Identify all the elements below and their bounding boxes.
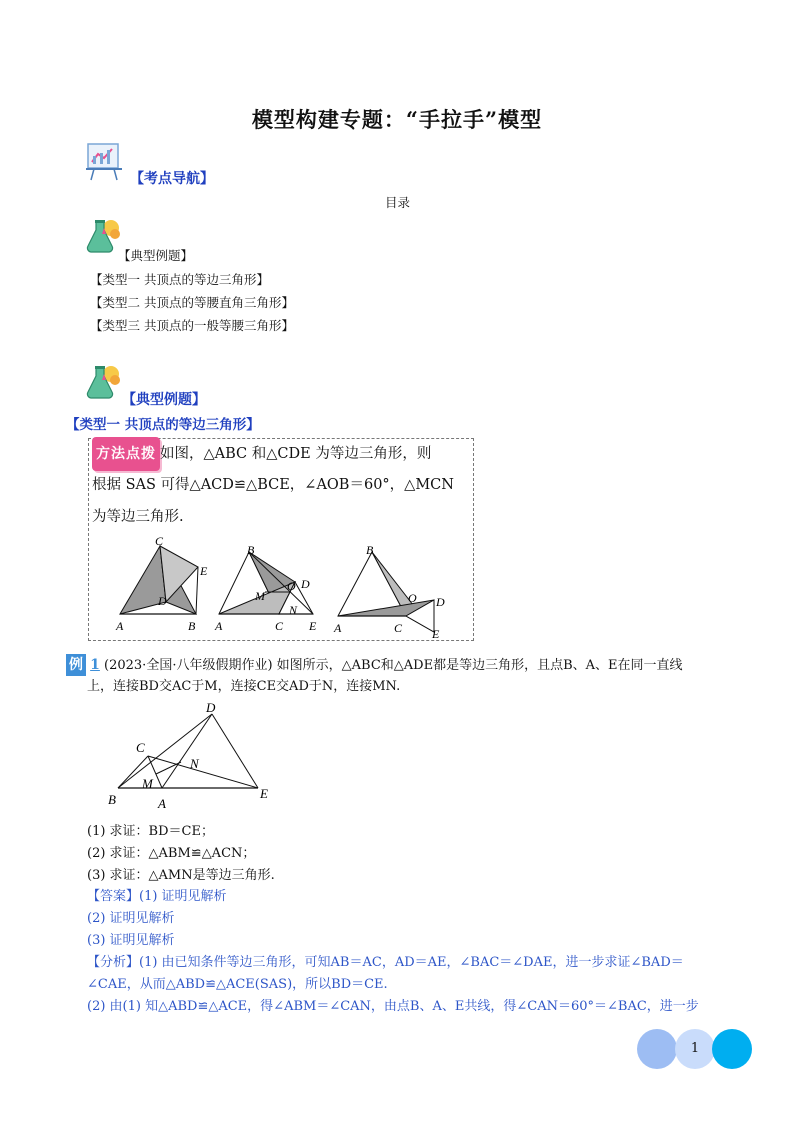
- footer-circle-right: [712, 1029, 752, 1069]
- example-line-1-text: (2023·全国·八年级假期作业) 如图所示，△ABC和△ADE都是等边三角形，且点B、A、E在同一直线: [104, 658, 683, 673]
- method-figure-1: [110, 534, 222, 640]
- method-line-1: [92, 437, 472, 471]
- nav-heading: 【考点导航】: [130, 171, 214, 187]
- section-heading: 【典型例题】: [122, 392, 206, 408]
- fig1-label-D: D: [158, 594, 167, 608]
- analysis-line-2: ∠CAE，从而△ABD≌△ACE(SAS)，所以BD＝CE.: [87, 977, 388, 992]
- ex-fig-label-B: B: [108, 792, 116, 807]
- question-3: (3) 求证：△AMN是等边三角形.: [87, 868, 275, 883]
- ex-fig-label-E: E: [260, 786, 268, 801]
- toc-item-2[interactable]: 【类型二 共顶点的等腰直角三角形】: [90, 295, 294, 310]
- fig2-label-M: M: [255, 589, 265, 603]
- example-number: 1: [90, 657, 100, 673]
- ex-fig-label-N: N: [190, 756, 199, 771]
- ex-fig-label-D: D: [206, 700, 216, 715]
- answer-1: 【答案】(1) 证明见解析: [87, 889, 227, 904]
- fig1-label-B: B: [188, 619, 196, 633]
- fig2-label-E: E: [309, 619, 317, 633]
- answer-3: (3) 证明见解析: [87, 933, 175, 948]
- method-line-3: 为等边三角形.: [92, 509, 184, 525]
- fig1-label-A: A: [116, 619, 124, 633]
- example-badge: 例: [66, 654, 86, 676]
- page-title: 模型构建专题：“手拉手”模型: [251, 107, 543, 132]
- presentation-board-icon: [82, 140, 126, 186]
- fig3-label-C: C: [394, 621, 403, 635]
- toc-item-3[interactable]: 【类型三 共顶点的一般等腰三角形】: [90, 318, 294, 333]
- ex-fig-label-C: C: [136, 740, 145, 755]
- ex-fig-label-A: A: [158, 796, 166, 811]
- analysis-line-1: 【分析】(1) 由已知条件等边三角形，可知AB＝AC，AD＝AE，∠BAC＝∠DAE，进一步求证∠BAD＝: [87, 955, 684, 970]
- fig1-label-E: E: [200, 564, 208, 578]
- fig3-label-E: E: [432, 627, 440, 640]
- page-number: 1: [675, 1029, 715, 1069]
- fig2-label-C: C: [275, 619, 284, 633]
- example-figure: [104, 700, 284, 818]
- answer-2: (2) 证明见解析: [87, 911, 175, 926]
- footer-circle-left: [637, 1029, 677, 1069]
- method-line-2: 根据 SAS 可得△ACD≌△BCE，∠AOB＝60°，△MCN: [92, 477, 454, 493]
- flask-icon: [86, 362, 124, 406]
- fig3-label-B: B: [366, 543, 374, 557]
- example-line-1: [66, 654, 683, 677]
- method-line-1-text: 如图，△ABC 和△CDE 为等边三角形，则: [160, 446, 432, 462]
- fig2-label-D: D: [301, 577, 310, 591]
- fig2-label-A: A: [215, 619, 223, 633]
- fig1-label-C: C: [155, 534, 164, 548]
- method-figure-2: [213, 542, 325, 640]
- fig2-label-O: O: [287, 579, 296, 593]
- type-heading: 【类型一 共顶点的等边三角形】: [66, 417, 260, 433]
- question-1: (1) 求证：BD＝CE；: [87, 824, 214, 839]
- fig3-label-A: A: [334, 621, 342, 635]
- fig2-label-N: N: [289, 603, 298, 617]
- toc-heading: 【典型例题】: [118, 248, 194, 263]
- toc-item-1[interactable]: 【类型一 共顶点的等边三角形】: [90, 272, 269, 287]
- question-2: (2) 求证：△ABM≌△ACN；: [87, 846, 256, 861]
- analysis-line-3: (2) 由(1) 知△ABD≌△ACE，得∠ABM＝∠CAN，由点B、A、E共线，得∠CAN＝60°＝∠BAC，进一步: [87, 999, 699, 1014]
- fig3-label-O: O: [408, 591, 417, 605]
- method-figure-3: [330, 542, 450, 644]
- method-badge: 方法点拨: [92, 437, 160, 471]
- fig2-label-B: B: [247, 543, 255, 557]
- example-line-2: 上，连接BD交AC于M，连接CE交AD于N，连接MN.: [87, 679, 401, 694]
- fig3-label-D: D: [436, 595, 445, 609]
- ex-fig-label-M: M: [142, 776, 153, 791]
- toc-label: 目录: [385, 195, 411, 210]
